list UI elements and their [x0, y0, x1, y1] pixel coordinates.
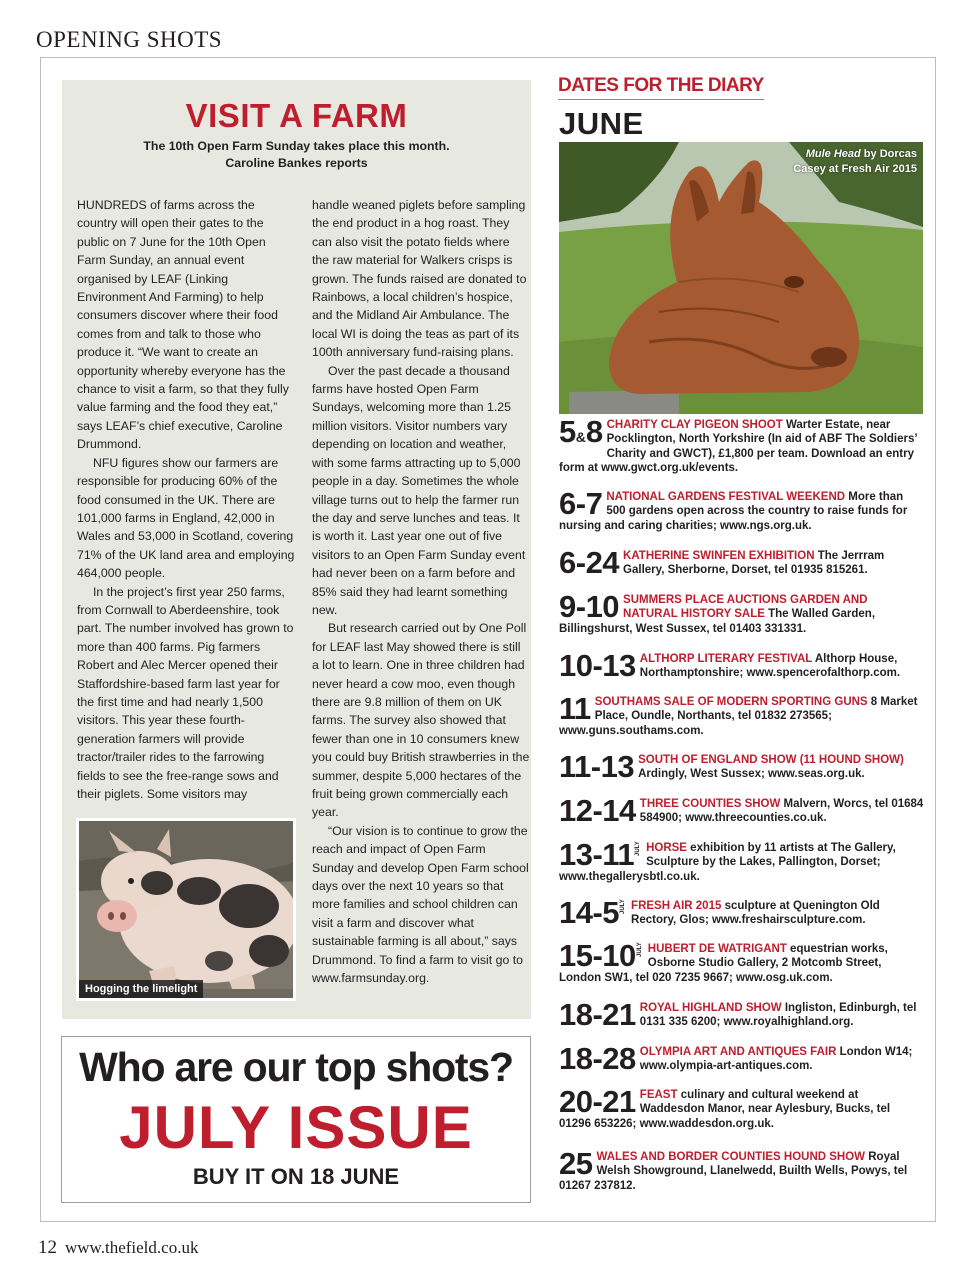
- diary-month: JUNE: [559, 106, 644, 141]
- event-details: The Walled Garden, Billingshurst, West Sussex, tel 01403 331331.: [559, 608, 876, 635]
- paragraph: NFU figures show our farmers are responsible for producing 60% of the food consumed in the UK. There are 101,000 farms in England, 42,000 in Wales and 53,000 in Scotland, covering 71% of the UK land area and employing 464,000 people.: [77, 455, 295, 581]
- event-name: SUMMERS PLACE AUCTIONS GARDEN AND NATURAL HISTORY SALE: [623, 594, 868, 621]
- event-name: HUBERT DE WATRIGANT: [647, 943, 787, 955]
- event-item: [559, 589, 925, 636]
- promo-buy: BUY IT ON 18 JUNE: [192, 1164, 400, 1189]
- event-name: THREE COUNTIES SHOW: [639, 798, 781, 810]
- event-name: NATIONAL GARDENS FESTIVAL WEEKEND: [606, 491, 846, 503]
- event-details: equestrian works, Osborne Studio Gallery, 2 Motcomb Street, London SW1, tel 020 7235 9667; www.osg.uk.com.: [559, 943, 888, 984]
- event-name: ALTHORP LITERARY FESTIVAL: [639, 653, 813, 665]
- paragraph: In the project’s first year 250 farms, from Cornwall to Aberdeenshire, took part. The number involved has grown to more than 400 farms. Pig farmers Robert and Alec Mercer opened their Staffordshire-based farm last year for the first time and had nearly 1,500 visitors. This year these fourth-generation farmers will provide tractor/trailer rides to the farrowing fields to see the free-range sows and their piglets. Some visitors may: [77, 584, 294, 801]
- article-column-2: [312, 196, 530, 987]
- event-date: 6-24: [559, 545, 620, 580]
- event-details: culinary and cultural weekend at Waddesdon Manor, near Aylesbury, Bucks, tel 01296 653226; www.waddesdon.org.uk.: [559, 1089, 891, 1130]
- event-name: FEAST: [639, 1089, 678, 1101]
- photo-credit-line-2: Casey at Fresh Air 2015: [793, 163, 917, 175]
- event-name: SOUTHAMS SALE OF MODERN SPORTING GUNS: [594, 696, 868, 708]
- event-details: Ardingly, West Sussex; www.seas.org.uk.: [638, 768, 865, 781]
- article-title: VISIT A FARM: [185, 97, 408, 134]
- event-details: sculpture at Quenington Old Rectory, Glos; www.freshairsculpture.com.: [631, 900, 880, 927]
- event-details: Ingliston, Edinburgh, tel 0131 335 6200; www.royalhighland.org.: [639, 1002, 917, 1029]
- event-details: Malvern, Worcs, tel 01684 584900; www.threecounties.co.uk.: [639, 798, 924, 825]
- photo-by: by Dorcas: [860, 148, 917, 160]
- event-details: 8 Market Place, Oundle, Northants, tel 01832 273565; www.guns.southams.com.: [559, 696, 918, 737]
- event-item: [559, 895, 925, 930]
- promo-question: Who are our top shots?: [79, 1044, 513, 1090]
- event-item: [559, 1084, 925, 1131]
- event-item: [559, 997, 925, 1032]
- july-issue-promo: [61, 1036, 531, 1203]
- event-item: [559, 691, 925, 738]
- article-standfirst: [62, 138, 531, 172]
- event-date: 14-5JULY: [559, 895, 627, 930]
- event-date: 6-7: [559, 486, 603, 521]
- visit-a-farm-article: [62, 80, 531, 1019]
- article-column-1: [77, 196, 295, 803]
- event-name: WALES AND BORDER COUNTIES HOUND SHOW: [596, 1151, 866, 1163]
- event-details: London W14; www.olympia-art-antiques.com.: [639, 1046, 913, 1073]
- paragraph: handle weaned piglets before sampling the end product in a hog roast. They can also visit the potato fields where the raw material for Walkers crisps is grown. The funds raised are donated to Rainbows, a local children’s hospice, and the Midland Air Ambulance. The local WI is doing the teas as part of its 100th anniversary fund-raising plans.: [312, 198, 527, 360]
- photo-caption: Hogging the limelight: [79, 980, 203, 998]
- event-name: CHARITY CLAY PIGEON SHOOT: [606, 419, 783, 431]
- event-item: [559, 1041, 925, 1076]
- event-date: 10-13: [559, 648, 636, 683]
- event-name: OLYMPIA ART AND ANTIQUES FAIR: [639, 1046, 837, 1058]
- page-footer: [38, 1237, 198, 1259]
- event-item: [559, 1146, 925, 1193]
- event-date: 18-21: [559, 997, 636, 1032]
- event-name: SOUTH OF ENGLAND SHOW (11 HOUND SHOW): [638, 754, 904, 766]
- paragraph: HUNDREDS of farms across the country will open their gates to the public on 7 June for the 10th Open Farm Sunday, an annual event organised by LEAF (Linking Environment And Farming) to help consumers discover where their food comes from and talk to those who produce it. “We want to create an opportunity whereby everyone has the chance to visit a farm, so that they fully value farming and the food they eat,” says LEAF’s chief executive, Caroline Drummond.: [77, 198, 289, 452]
- event-item: [559, 545, 925, 580]
- event-item: [559, 648, 925, 683]
- event-date: 25: [559, 1146, 593, 1181]
- standfirst-line-1: The 10th Open Farm Sunday takes place this month.: [143, 139, 450, 153]
- event-name: FRESH AIR 2015: [631, 900, 722, 912]
- event-name: KATHERINE SWINFEN EXHIBITION: [623, 550, 815, 562]
- event-item: [559, 749, 925, 784]
- event-item: [559, 414, 925, 475]
- event-name: HORSE: [646, 842, 687, 854]
- standfirst-byline: Caroline Bankes reports: [225, 156, 368, 170]
- event-date: 20-21: [559, 1084, 636, 1119]
- diary-heading: DATES FOR THE DIARY: [558, 75, 764, 100]
- section-heading: OPENING SHOTS: [36, 27, 223, 52]
- event-date: 11: [559, 691, 591, 726]
- pig-illustration: [79, 821, 296, 1001]
- page-number: 12: [38, 1237, 57, 1258]
- paragraph: Over the past decade a thousand farms have hosted Open Farm Sundays, welcoming more than 1.25 million visitors. Visitor numbers vary depending on location and weather, with some farms attracting up to 5,000 people in a day. Sometimes the whole village turns out to help the farmer run the day and serve lunches and teas. It is worth it. Last year one out of five visitors to an Open Farm Sunday event had never been on a farm before and 85% said they had learnt something new.: [312, 363, 526, 617]
- event-item: [559, 837, 925, 884]
- event-date: 13-11JULY: [559, 837, 642, 872]
- event-details: Warter Estate, near Pocklington, North Yorkshire (In aid of ABF The Soldiers’ Charity and GWCT), £1,800 per team. Download an entry form at www.gwct.org.uk/events.: [559, 419, 917, 474]
- pig-photo: [76, 818, 296, 1001]
- event-date: 18-28: [559, 1041, 636, 1076]
- event-date: 9-10: [559, 589, 620, 624]
- event-details: Althorp House, Northamptonshire; www.spencerofalthorp.com.: [639, 653, 901, 680]
- photo-title: Mule Head: [805, 148, 861, 160]
- event-details: More than 500 gardens open across the country to raise funds for nursing and caring charities; www.ngs.org.uk.: [559, 491, 908, 532]
- footer-url: www.thefield.co.uk: [65, 1238, 199, 1257]
- event-date: 15-10JULY: [559, 938, 643, 973]
- event-item: [559, 793, 925, 828]
- event-details: exhibition by 11 artists at The Gallery, Sculpture by the Lakes, Pallington, Dorset; www.thegallerysbtl.co.uk.: [559, 842, 896, 883]
- event-item: [559, 938, 925, 985]
- paragraph: But research carried out by One Poll for LEAF last May showed there is still a lot to learn. One in three children had never heard a cow moo, even though there are 9.8 million of them on UK farms. The survey also showed that fewer than one in 10 consumers knew you could buy British strawberries in the summer, despite 5,000 hectares of the fruit being grown commercially each year.: [312, 621, 530, 820]
- paragraph: “Our vision is to continue to grow the reach and impact of Open Farm Sunday and develop Open Farm school days over the next 10 years so that more families and school children can visit a farm and discover what sustainable farming is all about,” says Drummond. To find a farm to visit go to www.farmsunday.org.: [312, 823, 529, 986]
- event-details: Royal Welsh Showground, Llanelwedd, Builth Wells, Powys, tel 01267 237812.: [559, 1151, 908, 1192]
- photo-credit: [793, 147, 917, 177]
- event-date: 5&8: [559, 414, 603, 449]
- event-details: The Jerrram Gallery, Sherborne, Dorset, tel 01935 815261.: [623, 550, 885, 577]
- event-item: [559, 486, 925, 533]
- mule-head-illustration: [559, 142, 923, 414]
- event-date: 11-13: [559, 749, 635, 784]
- event-name: ROYAL HIGHLAND SHOW: [639, 1002, 782, 1014]
- event-date: 12-14: [559, 793, 636, 828]
- promo-issue: JULY ISSUE: [119, 1094, 473, 1161]
- mule-head-photo: [559, 142, 923, 414]
